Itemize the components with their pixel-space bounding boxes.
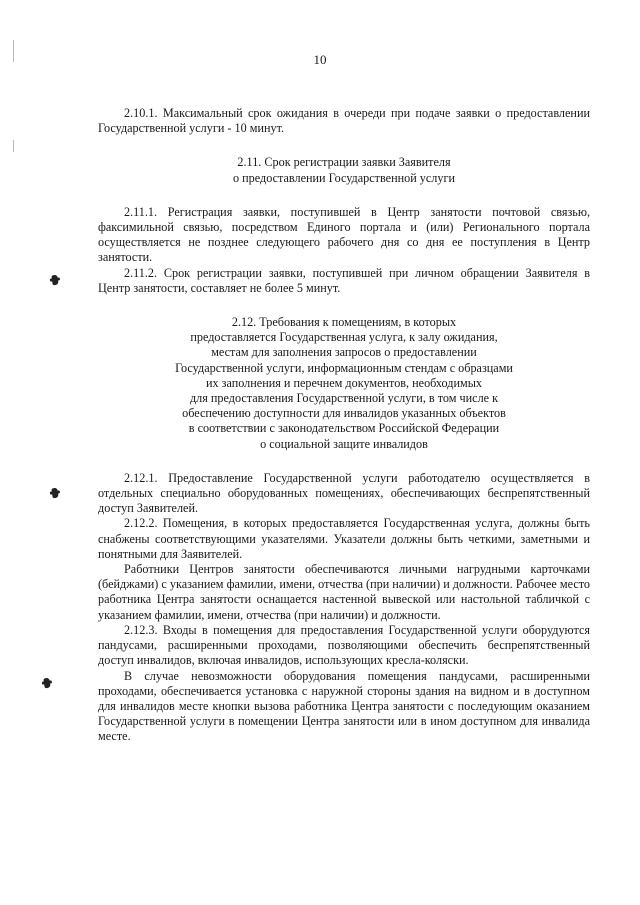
page-number: 10 — [313, 52, 327, 67]
heading-line: Государственной услуги, информационным стендам с образцами — [175, 360, 513, 375]
paragraph-2-11-1: 2.11.1. Регистрация заявки, поступившей в Центр занятости почтовой связью, факсимильной связью, посредством Единого портала и (или) Регионального портала осуществляется не позднее следующего рабочего дня со дня ее поступления в Центр занятости. — [98, 204, 590, 265]
punch-hole-mark-3 — [43, 678, 50, 689]
document-body — [98, 106, 590, 745]
heading-line: обеспечению доступности для инвалидов указанных объектов — [182, 406, 506, 421]
paragraph-2-10-1: 2.10.1. Максимальный срок ожидания в очереди при подаче заявки о предоставлении Государственной услуги - 10 минут. — [98, 106, 590, 136]
heading-line: их заполнения и перечнем документов, необходимых — [206, 375, 482, 390]
margin-tick-mid — [13, 140, 14, 152]
paragraph-ramps-impossible: В случае невозможности оборудования помещения пандусами, расширенными проходами, обеспечивается установка с наружной стороны здания на видном и в доступном для инвалидов месте кнопки вызова работника Центра занятости с последующим оказанием Государственной услуги в помещении Центра занятости или в ином доступном для инвалида месте. — [98, 668, 590, 744]
heading-line: местам для заполнения запросов о предоставлении — [211, 345, 477, 360]
punch-hole-mark-1 — [51, 275, 58, 286]
section-heading-2-12 — [98, 315, 590, 452]
paragraph-2-11-2: 2.11.2. Срок регистрации заявки, поступившей при личном обращении Заявителя в Центр занятости, составляет не более 5 минут. — [98, 265, 590, 295]
heading-line: 2.11. Срок регистрации заявки Заявителя — [237, 155, 451, 170]
heading-line: в соответствии с законодательством Российской Федерации — [188, 421, 500, 436]
paragraph-2-12-3: 2.12.3. Входы в помещения для предоставления Государственной услуги оборудуются пандусами, расширенными проходами, позволяющими обеспечить беспрепятственный доступ инвалидов, включая инвалидов, использующих кресла-коляски. — [98, 622, 590, 668]
paragraph-2-12-2: 2.12.2. Помещения, в которых предоставляется Государственная услуга, должны быть снабжены соответствующими указателями. Указатели должны быть четкими, заметными и понятными для Заявителей. — [98, 516, 590, 561]
heading-line: предоставляется Государственная услуга, к залу ожидания, — [190, 330, 498, 345]
paragraph-2-12-1: 2.12.1. Предоставление Государственной услуги работодателю осуществляется в отдельных специально оборудованных помещениях, обеспечивающих беспрепятственный доступ Заявителей. — [98, 470, 590, 516]
heading-line: для предоставления Государственной услуги, в том числе к — [189, 391, 499, 406]
heading-line: о социальной защите инвалидов — [260, 436, 428, 451]
paragraph-workers-badges: Работники Центров занятости обеспечиваются личными нагрудными карточками (бейджами) с указанием фамилии, имени, отчества (при наличии) и должности. Рабочее место работника Центра занятости оснащается настенной вывеской или настольной табличкой с указанием фамилии, имени, отчества (при наличии) и должности. — [98, 562, 590, 622]
heading-line: о предоставлении Государственной услуги — [233, 170, 455, 185]
section-heading-2-11 — [98, 155, 590, 185]
punch-hole-mark-2 — [51, 488, 58, 499]
heading-line: 2.12. Требования к помещениям, в которых — [231, 315, 457, 330]
